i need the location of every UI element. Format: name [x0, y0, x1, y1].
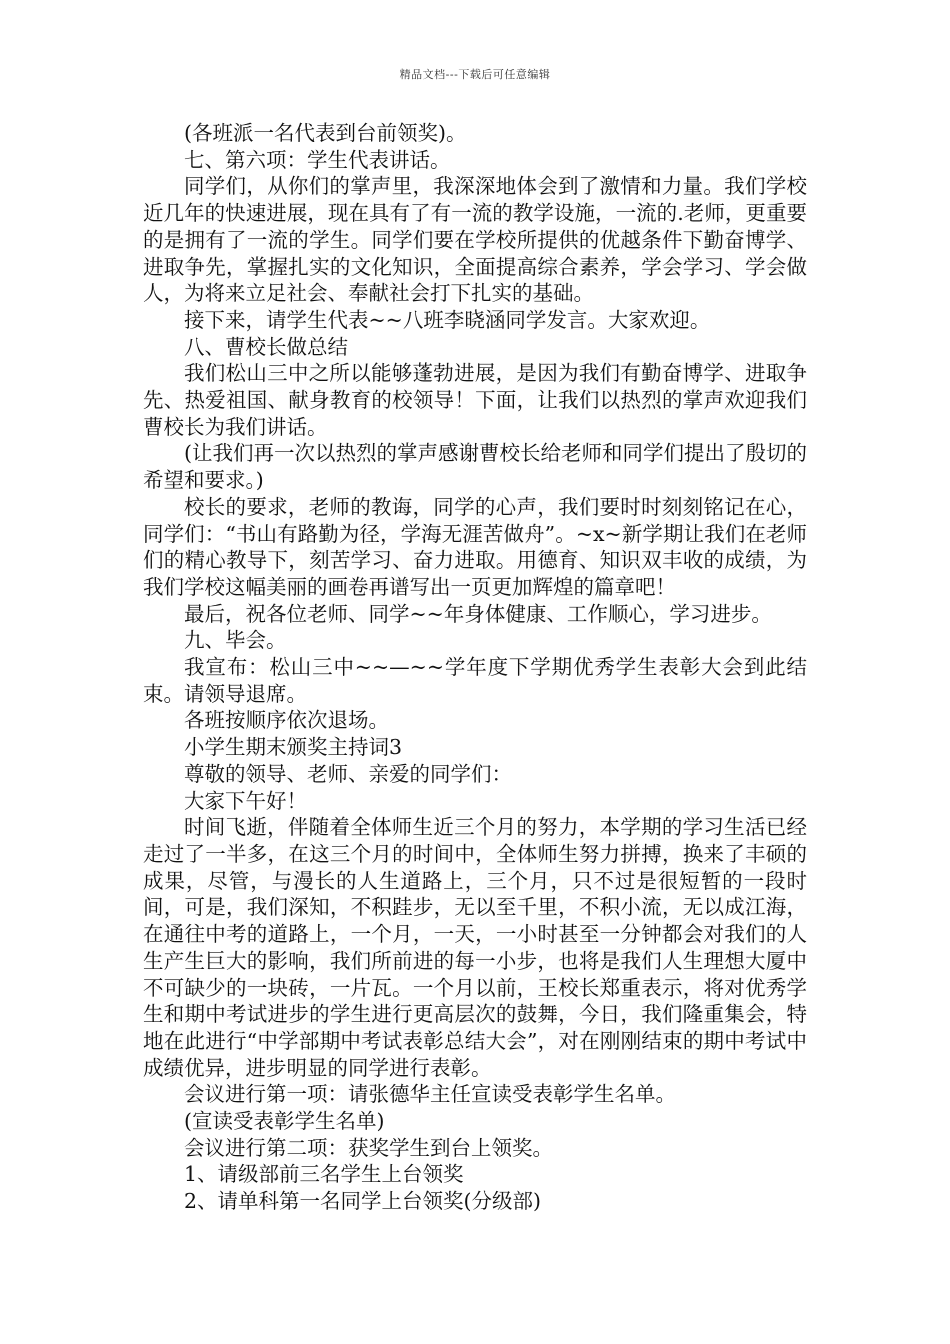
salutation: 尊敬的领导、老师、亲爱的同学们： [184, 761, 512, 786]
section-heading: 九、毕会。 [184, 628, 287, 653]
paragraph: 各班按顺序依次退场。 [184, 708, 389, 733]
paragraph: 最后，祝各位老师、同学~~年身体健康、工作顺心，学习进步。 [184, 601, 772, 626]
document-body [143, 120, 807, 1215]
paragraph: 接下来，请学生代表~~八班李晓涵同学发言。大家欢迎。 [184, 307, 711, 332]
paragraph: 会议进行第一项：请张德华主任宣读受表彰学生名单。 [184, 1082, 676, 1107]
section-heading: 七、第六项：学生代表讲话。 [184, 147, 451, 172]
paragraph: 我们松山三中之所以能够蓬勃进展，是因为我们有勤奋博学、进取争先、热爱祖国、献身教育的校领导！下面，让我们以热烈的掌声欢迎我们曹校长为我们讲话。 [143, 361, 807, 439]
paragraph: (各班派一名代表到台前领奖)。 [184, 121, 467, 145]
paragraph: (让我们再一次以热烈的掌声感谢曹校长给老师和同学们提出了殷切的希望和要求。) [143, 441, 807, 493]
paragraph: (宣读受表彰学生名单) [184, 1109, 385, 1134]
page-header: 精品文档---下载后可任意编辑 [399, 68, 551, 81]
list-item: 1、请级部前三名学生上台领奖 [184, 1162, 464, 1187]
paragraph: 时间飞逝，伴随着全体师生近三个月的努力，本学期的学习生活已经走过了一半多，在这三个月的时间中，全体师生努力拼搏，换来了丰硕的成果，尽管，与漫长的人生道路上，三个月，只不过是很短暂的一段时间，可是，我们深知，不积跬步，无以至千里，不积小流，无以成江海，在通往中考的道路上，一个月，一天，一小时甚至一分钟都会对我们的人生产生巨大的影响，我们所前进的每一小步，也将是我们人生理想大厦中不可缺少的一块砖，一片瓦。一个月以前，王校长郑重表示，将对优秀学生和期中考试进步的学生进行更高层次的鼓舞，今日，我们隆重集会，特地在此进行“中学部期中考试表彰总结大会”，对在刚刚结束的期中考试中成绩优异，进步明显的同学进行表彰。 [143, 815, 807, 1080]
paragraph: 会议进行第二项：获奖学生到台上领奖。 [184, 1135, 553, 1160]
list-item: 2、请单科第一名同学上台领奖(分级部) [184, 1189, 542, 1214]
section-heading: 八、曹校长做总结 [184, 334, 348, 359]
paragraph: 同学们，从你们的掌声里，我深深地体会到了激情和力量。我们学校近几年的快速进展，现在具有了有一流的教学设施，一流的.老师，更重要的是拥有了一流的学生。同学们要在学校所提供的优越条件下勤奋博学、进取争先，掌握扎实的文化知识，全面提高综合素养，学会学习、学会做人，为将来立足社会、奉献社会打下扎实的基础。 [143, 174, 807, 306]
greeting: 大家下午好！ [184, 788, 307, 813]
paragraph: 我宣布：松山三中~~—~~学年度下学期优秀学生表彰大会到此结束。请领导退席。 [143, 655, 807, 706]
section-title: 小学生期末颁奖主持词3 [184, 735, 403, 760]
paragraph: 校长的要求，老师的教诲，同学的心声，我们要时时刻刻铭记在心，同学们：“书山有路勤为径，学海无涯苦做舟”。~x~新学期让我们在老师们的精心教导下，刻苦学习、奋力进取。用德育、知识双丰收的成绩，为我们学校这幅美丽的画卷再谱写出一页更加辉煌的篇章吧！ [143, 494, 807, 599]
